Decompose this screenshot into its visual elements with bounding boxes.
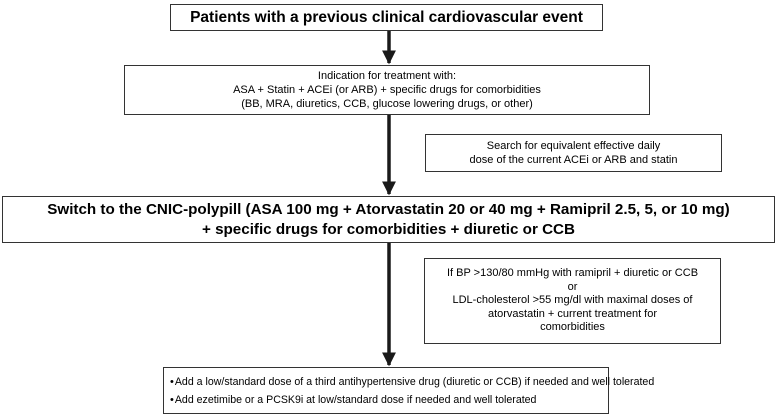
start-text: Patients with a previous clinical cardiovascular event xyxy=(190,8,583,26)
bullet-icon: • xyxy=(170,393,174,406)
search-box xyxy=(425,134,722,172)
indication-line-1: Indication for treatment with: xyxy=(317,70,457,82)
add-therapy-box xyxy=(163,367,655,414)
search-line-2: dose of the current ACEi or ARB and statin xyxy=(469,154,678,166)
indication-line-3: (BB, MRA, diuretics, CCB, glucose lowering drugs, or other) xyxy=(241,98,533,110)
add-item-1-text: Add a low/standard dose of a third antihypertensive drug (diuretic or CCB) if needed and well tolerated xyxy=(174,375,655,388)
add-item-1 xyxy=(170,375,654,389)
add-item-2 xyxy=(170,393,536,407)
switch-box xyxy=(2,196,775,243)
condition-line-5: comorbidities xyxy=(540,321,605,334)
condition-line-4: atorvastatin + current treatment for xyxy=(487,307,658,320)
indication-line-2: ASA + Statin + ACEi (or ARB) + specific drugs for comorbidities xyxy=(233,84,541,96)
condition-line-2: or xyxy=(567,280,578,293)
condition-line-1: If BP >130/80 mmHg with ramipril + diuretic or CCB xyxy=(446,267,699,280)
switch-line-2: + specific drugs for comorbidities + diuretic or CCB xyxy=(201,220,575,238)
condition-line-3: LDL-cholesterol >55 mg/dl with maximal doses of xyxy=(452,294,693,307)
switch-line-1: Switch to the CNIC-polypill (ASA 100 mg + Atorvastatin 20 or 40 mg + Ramipril 2.5, 5, or 10 mg) xyxy=(47,200,730,218)
add-item-2-text: Add ezetimibe or a PCSK9i at low/standard dose if needed and well tolerated xyxy=(174,393,537,406)
indication-box xyxy=(124,65,650,115)
bullet-icon: • xyxy=(170,375,174,388)
condition-box xyxy=(424,258,721,344)
search-line-1: Search for equivalent effective daily xyxy=(486,140,661,152)
start-box xyxy=(170,4,603,31)
